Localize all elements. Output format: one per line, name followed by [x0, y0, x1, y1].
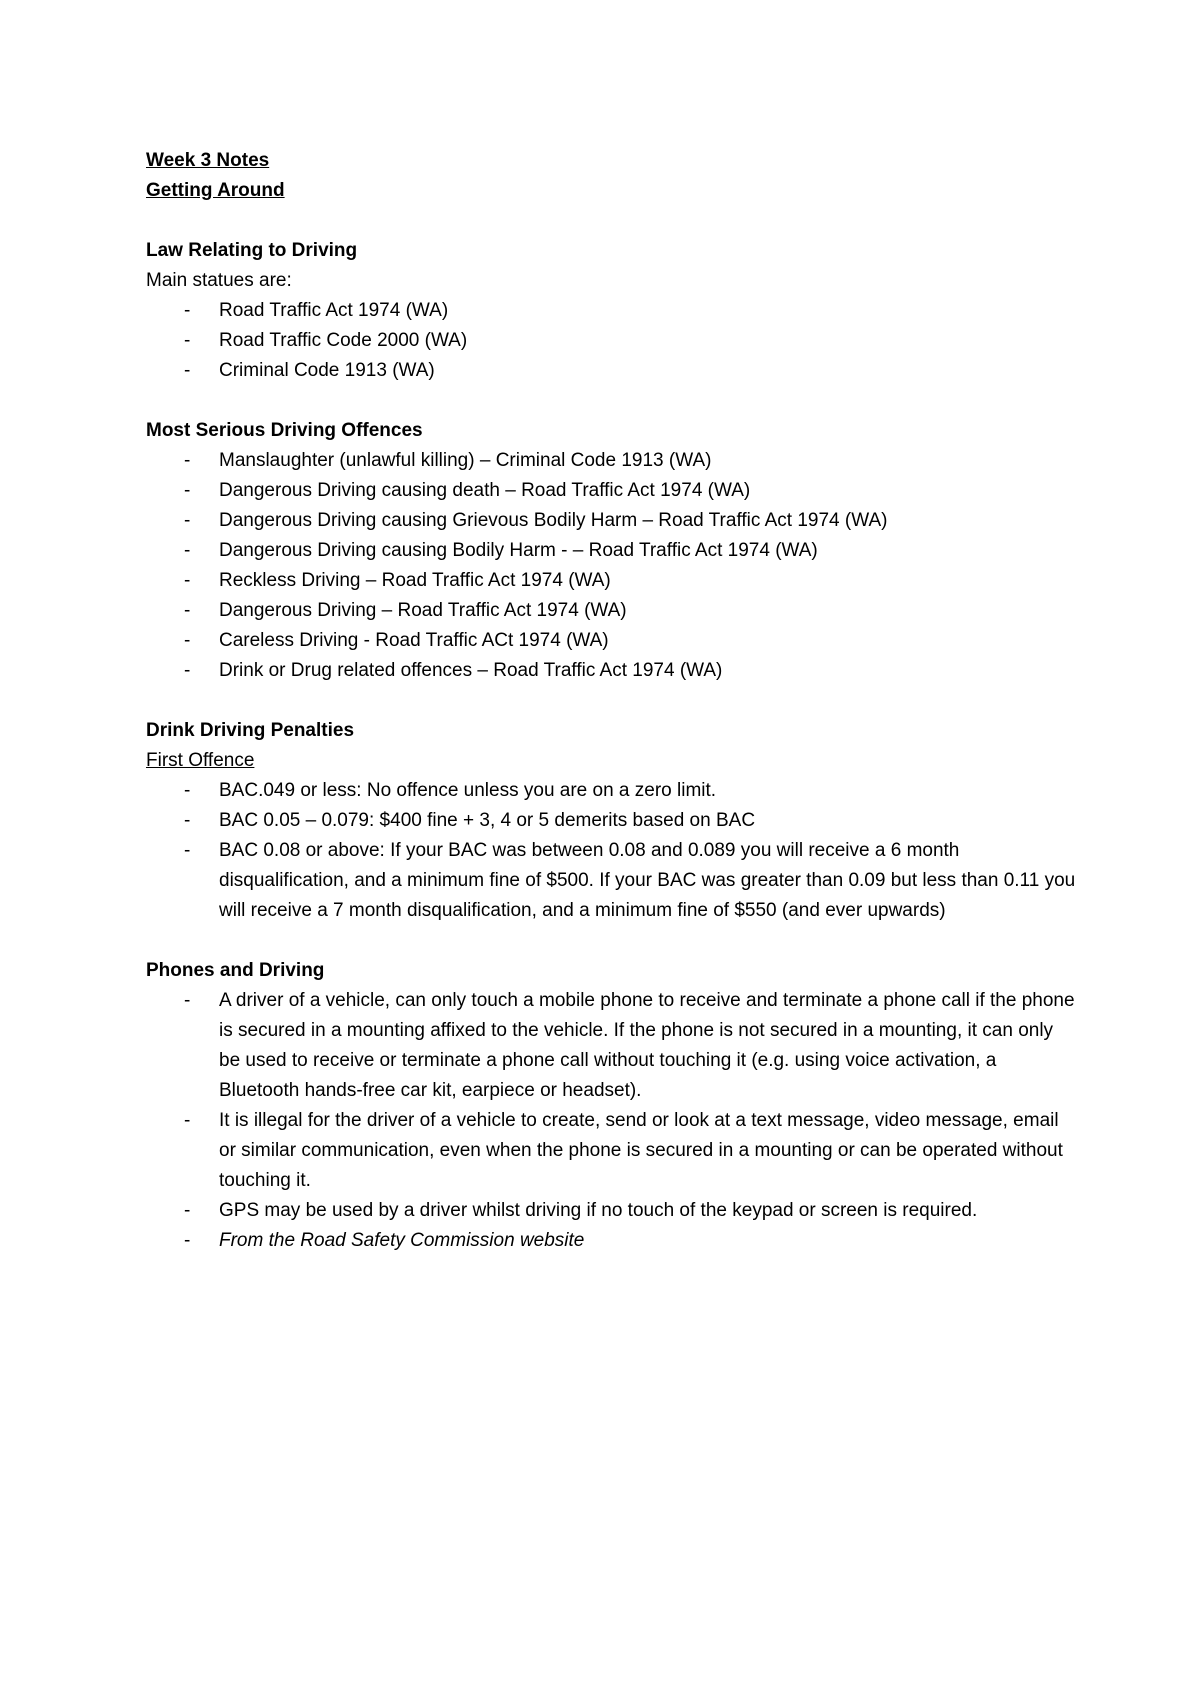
document-subtitle: Getting Around: [146, 180, 285, 201]
list-item-text: Criminal Code 1913 (WA): [219, 360, 435, 381]
list-item: [146, 656, 1076, 686]
dash-bullet: -: [184, 780, 191, 801]
list-item-text: A driver of a vehicle, can only touch a mobile phone to receive and terminate a phone call if the phone is secured in a mounting affixed to the vehicle. If the phone is not secured in a mounting, it can only be used to receive or terminate a phone call without touching it (e.g. using voice activation, a Bluetooth hands-free car kit, earpiece or headset).: [219, 990, 1075, 1101]
dash-bullet: -: [184, 1200, 191, 1221]
document-title: Week 3 Notes: [146, 150, 270, 171]
list-item: [146, 566, 1076, 596]
dash-bullet: -: [184, 480, 191, 501]
list-item: [146, 596, 1076, 626]
list-item: [146, 776, 1076, 806]
spacer: [146, 206, 1076, 236]
list-item-text: Dangerous Driving causing death – Road Traffic Act 1974 (WA): [219, 480, 751, 501]
dash-bullet: -: [184, 450, 191, 471]
dash-bullet: -: [184, 1110, 191, 1131]
penalties-list: [146, 776, 1076, 926]
document-page: [146, 146, 1076, 1256]
list-item-text: Dangerous Driving causing Grievous Bodily Harm – Road Traffic Act 1974 (WA): [219, 510, 888, 531]
dash-bullet: -: [184, 630, 191, 651]
list-item: [146, 1226, 1076, 1256]
phones-list: [146, 986, 1076, 1256]
dash-bullet: -: [184, 360, 191, 381]
list-item: [146, 506, 1076, 536]
list-item: [146, 536, 1076, 566]
list-item-text: Road Traffic Code 2000 (WA): [219, 330, 468, 351]
list-item-text: Manslaughter (unlawful killing) – Criminal Code 1913 (WA): [219, 450, 712, 471]
list-item-text: Dangerous Driving – Road Traffic Act 1974 (WA): [219, 600, 627, 621]
dash-bullet: -: [184, 990, 191, 1011]
offences-list: [146, 446, 1076, 686]
source-note: From the Road Safety Commission website: [219, 1230, 585, 1251]
list-item: [146, 986, 1076, 1106]
law-section-intro: Main statues are:: [146, 270, 292, 291]
list-item-text: Dangerous Driving causing Bodily Harm - – Road Traffic Act 1974 (WA): [219, 540, 818, 561]
law-section-heading: Law Relating to Driving: [146, 240, 358, 261]
dash-bullet: -: [184, 1230, 191, 1251]
spacer: [146, 386, 1076, 416]
phones-section-heading: Phones and Driving: [146, 960, 325, 981]
dash-bullet: -: [184, 510, 191, 531]
list-item: [146, 296, 1076, 326]
list-item: [146, 1106, 1076, 1196]
list-item: [146, 806, 1076, 836]
list-item-text: Drink or Drug related offences – Road Traffic Act 1974 (WA): [219, 660, 723, 681]
list-item-text: It is illegal for the driver of a vehicle to create, send or look at a text message, video message, email or similar communication, even when the phone is secured in a mounting or can be operated without touching it.: [219, 1110, 1063, 1191]
spacer: [146, 686, 1076, 716]
list-item: [146, 326, 1076, 356]
list-item-text: Road Traffic Act 1974 (WA): [219, 300, 449, 321]
list-item-text: Careless Driving - Road Traffic ACt 1974 (WA): [219, 630, 609, 651]
list-item-text: Reckless Driving – Road Traffic Act 1974 (WA): [219, 570, 611, 591]
list-item: [146, 476, 1076, 506]
list-item: [146, 356, 1076, 386]
spacer: [146, 926, 1076, 956]
offences-section-heading: Most Serious Driving Offences: [146, 420, 423, 441]
penalties-subheading: First Offence: [146, 750, 255, 771]
list-item: [146, 836, 1076, 926]
dash-bullet: -: [184, 300, 191, 321]
list-item: [146, 1196, 1076, 1226]
list-item: [146, 446, 1076, 476]
dash-bullet: -: [184, 330, 191, 351]
penalties-section-heading: Drink Driving Penalties: [146, 720, 355, 741]
law-statutes-list: [146, 296, 1076, 386]
dash-bullet: -: [184, 600, 191, 621]
dash-bullet: -: [184, 660, 191, 681]
dash-bullet: -: [184, 810, 191, 831]
dash-bullet: -: [184, 840, 191, 861]
dash-bullet: -: [184, 540, 191, 561]
list-item: [146, 626, 1076, 656]
list-item-text: BAC 0.08 or above: If your BAC was between 0.08 and 0.089 you will receive a 6 month disqualification, and a minimum fine of $500. If your BAC was greater than 0.09 but less than 0.11 you will receive a 7 month disqualification, and a minimum fine of $550 (and ever upwards): [219, 840, 1076, 921]
list-item-text: BAC.049 or less: No offence unless you are on a zero limit.: [219, 780, 717, 801]
dash-bullet: -: [184, 570, 191, 591]
list-item-text: BAC 0.05 – 0.079: $400 fine + 3, 4 or 5 demerits based on BAC: [219, 810, 756, 831]
list-item-text: GPS may be used by a driver whilst driving if no touch of the keypad or screen is required.: [219, 1200, 978, 1221]
